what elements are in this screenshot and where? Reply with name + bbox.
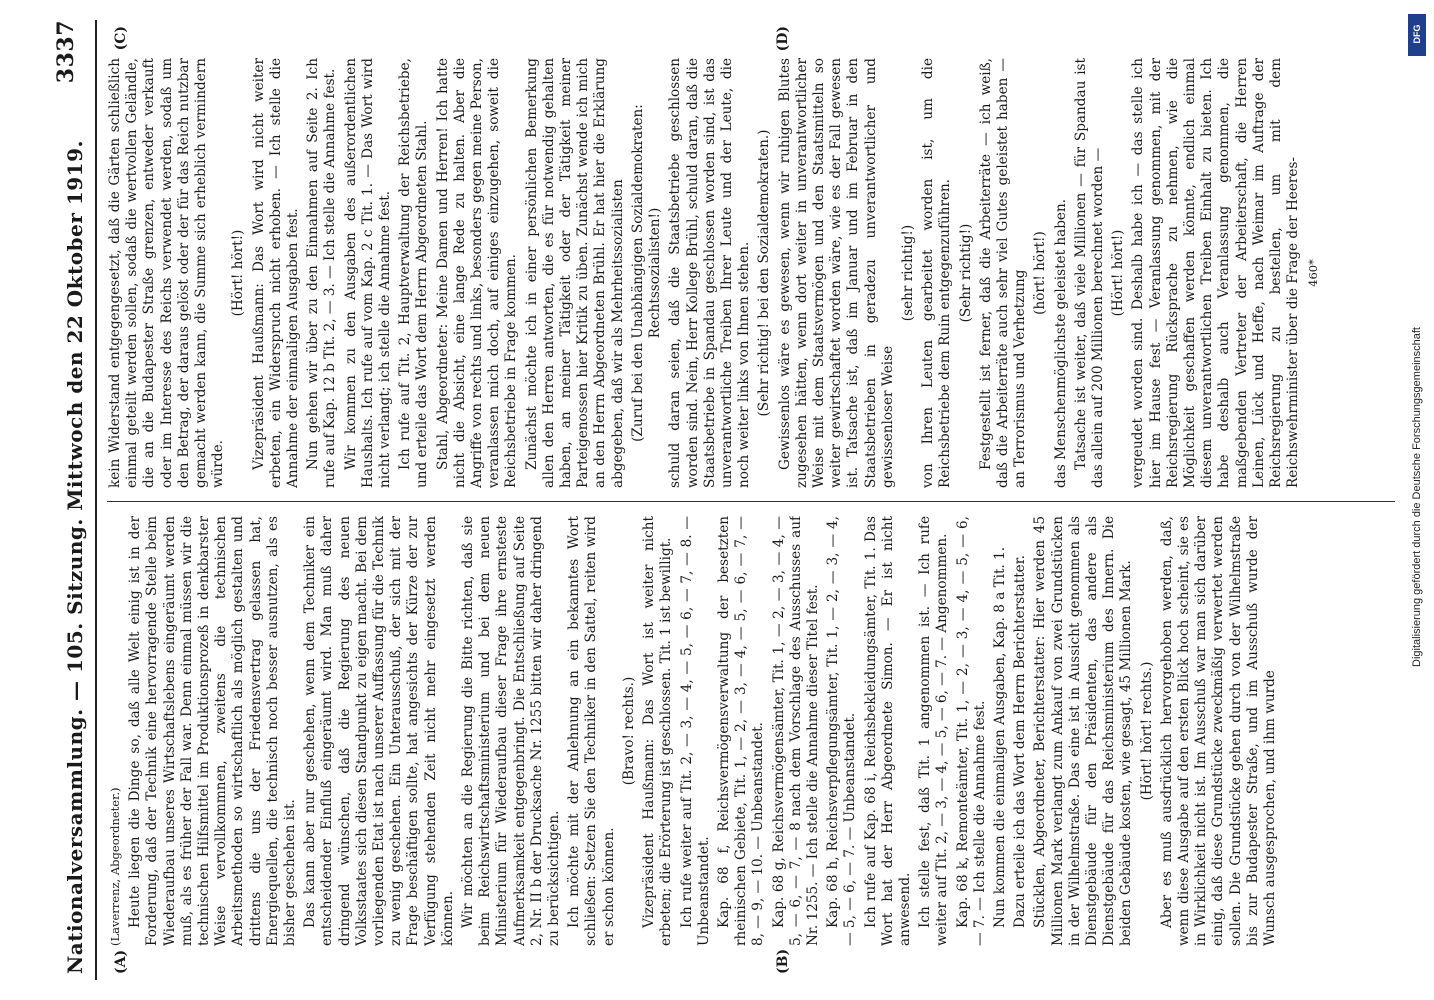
- paragraph: Kap. 68 k, Remonteämter, Tit. 1, — 2, — 3, — 4, — 5, — 6, — 7. — Ich stelle die Annahme fest.: [954, 516, 988, 946]
- paragraph: Aber es muß ausdrücklich hervorgehoben werden, daß, wenn diese Ausgabe auf den ersten Blick hoch scheint, sie es in Wirklichkeit nicht ist. Im Ausschuß war man sich darüber einig, daß diese Grundstücke zweckmäßig verwertet werden sollen. Die Grundstücke gehen durch von der Wilhelmstraße bis zur Budapester Straße, und im Ausschuß wurde der Wunsch ausgesprochen, und ihm wurde: [1158, 516, 1278, 946]
- paragraph: Stahl, Abgeordneter: Meine Damen und Herren! Ich hatte nicht die Absicht, eine lange Rede zu halten. Aber die Angriffe von rechts und links, besonders gegen meine Person, veranlassen mich doch, auf einiges einzugehen, soweit die Reichsbetriebe in Frage kommen.: [434, 58, 520, 488]
- speaker-continuation: (Laverrenz, Abgeordneter.): [108, 787, 122, 946]
- paragraph: von Ihren Leuten gearbeitet worden ist, um die Reichsbetriebe dem Ruin entgegenzuführen.: [920, 58, 954, 488]
- interjection: (Hört! hört! rechts.): [1138, 661, 1155, 801]
- paragraph: Ich rufe auf Tit. 2, Hauptverwaltung der Reichsbetriebe, und erteile das Wort dem Herrn Abgeordneten Stahl.: [397, 58, 431, 488]
- digitization-note: [1404, 10, 1430, 990]
- margin-marker-b: (B): [775, 948, 791, 974]
- paragraph: Das kann aber nur geschehen, wenn dem Techniker ein entscheidender Einfluß eingeräumt wird. Man muß daher dringend wünschen, daß die Regierung des neuen Volksstaates sich diesen Standpunkt zu eigen macht. Bei dem vorliegenden Etat ist nach unserer Auffassung für die Technik zu wenig geschehen. Ein Unterausschuß, der sich mit der Frage beschäftigen sollte, hat angesichts der Kürze der zur Verfügung stehenden Zeit nicht mehr eingesetzt werden können.: [302, 516, 456, 946]
- right-column: [107, 58, 1395, 488]
- paragraph: Festgestellt ist ferner, daß die Arbeiterräte — ich weiß, daß die Arbeiterräte auch sehr viel Gutes geleistet haben — an Terrorismus und Verhetzung: [977, 58, 1029, 488]
- signature-mark: 460*: [1306, 259, 1321, 287]
- interjection: (Sehr richtig! bei den Sozialdemokraten.): [756, 129, 773, 417]
- paragraph: vergeudet worden sind. Deshalb habe ich — das stelle ich hier im Hause fest — Veranlassung genommen, mit der Reichsregierung Rücksprache zu nehmen, wie die Möglichkeit geschaffen werden könnte, endlich einmal diesem unverantwortlichen Treiben Einhalt zu bieten. Ich habe deshalb auch Veranlassung genommen, die maßgebenden Vertreter der Arbeiterschaft, die Herren Leinen, Lück und Heffe, nach Weimar im Auftrage der Reichsregierung zu bestellen, um mit dem Reichswehrminister über die Frage der Heeres-: [1130, 58, 1302, 488]
- interjection: (sehr richtig!): [899, 224, 916, 322]
- left-column: [107, 516, 1395, 946]
- page-number: 3337: [53, 20, 79, 84]
- interjection: (Hört! hört!): [230, 229, 247, 317]
- paragraph: Zunächst möchte ich in einer persönlichen Bemerkung allen den Herren antworten, die es für notwendig gehalten haben, an meiner Tätigkeit oder der Tätigkeit meiner Parteigenossen hier Kritik zu üben. Zunächst wende ich mich an den Herrn Abgeordneten Brühl. Er hat hier die Erklärung abgegeben, daß wir als Mehrheitssozialisten: [523, 58, 626, 488]
- scanned-page-area: [50, 12, 1410, 988]
- paragraph: Ich rufe weiter auf Tit. 2, — 3, — 4, — 5, — 6, — 7, — 8. — Unbeanstandet.: [678, 516, 712, 946]
- paragraph: Wir möchten an die Regierung die Bitte richten, daß sie beim Reichswirtschaftsministerium und bei dem neuen Ministerium für Wiederaufbau dieser Frage ihre ernsteste Aufmerksamkeit entgegenbringt. Die Entschließung auf Seite 2, Nr. II b der Drucksache Nr. 1255 bitten wir daher dringend zu berücksichtigen.: [460, 516, 563, 946]
- paragraph: Kap. 68 g, Reichsvermögensämter, Tit. 1, — 2, — 3, — 4, — 5, — 6, — 7, — 8 nach dem Vorschlage des Ausschusses auf Nr. 1255. — Ich stelle die Annahme dieser Titel fest.: [770, 516, 821, 946]
- paragraph: Stücklen, Abgeordneter, Berichterstatter: Hier werden 45 Millionen Mark verlangt zum Ankauf von zwei Grundstücken in der Wilhelmstraße. Das eine ist in Aussicht genommen als Dienstgebäude für den Präsidenten, das andere als Dienstgebäude für das Reichsministerium des Innern. Die beiden Gebäude kosten, wie gesagt, 45 Millionen Mark.: [1032, 516, 1135, 946]
- digitization-credit: Digitalisierung gefördert durch die Deutsche Forschungsgemeinschaft: [1411, 327, 1423, 667]
- document-page: [55, 20, 1405, 980]
- paragraph: schuld daran seien, daß die Staatsbetriebe geschlossen worden sind. Nein, Herr Kollege Brühl, schuld daran, daß die Staatsbetriebe in Spandau geschlossen worden sind, ist das unverantwortliche Treiben Ihrer Leute und der Leute, die noch weiter links von Ihnen stehen.: [667, 58, 753, 488]
- interjection: (Hört! hört!): [1110, 229, 1127, 317]
- interjection: (Zuruf bei den Unabhängigen Sozialdemokraten: Rechtssozialisten!): [629, 104, 664, 442]
- column-divider: [107, 501, 1395, 502]
- interjection: (Bravo! rechts.): [620, 676, 637, 786]
- paragraph: Ich rufe auf Kap. 68 i, Reichsbekleidungsämter, Tit. 1. Das Wort hat der Herr Abgeordnete Simon. — Er ist nicht anwesend.: [862, 516, 913, 946]
- paragraph: Wir kommen zu den Ausgaben des außerordentlichen Haushalts. Ich rufe auf vom Kap. 2 c Tit. 1. — Das Wort wird nicht verlangt; ich stelle die Annahme fest.: [342, 58, 394, 488]
- margin-marker-a: (A): [113, 949, 129, 974]
- paragraph: Ich möchte mit der Anlehnung an ein bekanntes Wort schließen: Setzen Sie den Techniker in den Sattel, reiten wird er schon können.: [566, 516, 617, 946]
- paragraph: Ich stelle fest, daß Tit. 1 angenommen ist. — Ich rufe weiter auf Tit. 2, — 3, — 4, — 5, — 6, — 7. — Angenommen.: [917, 516, 951, 946]
- paragraph: Kap. 68 h, Reichsverpflegungsämter, Tit. 1, — 2, — 3, — 4, — 5, — 6, — 7. — Unbeanstandet.: [825, 516, 859, 946]
- page-header: [55, 20, 97, 980]
- paragraph: Kap. 68 f, Reichsvermögensverwaltung der besetzten rheinischen Gebiete, Tit. 1, — 2, — 3, — 4, — 5, — 6, — 7, — 8, — 9, — 10. — Unbeanstandet.: [715, 516, 767, 946]
- margin-marker-d: (D): [775, 26, 791, 52]
- paragraph: Vizepräsident Haußmann: Das Wort wird nicht weiter erbeten, ein Widerspruch nicht erhoben. — Ich stelle die Annahme der einmaligen Ausgaben fest.: [250, 58, 302, 488]
- dfg-logo-text: DFG: [1412, 24, 1422, 44]
- interjection: (hört! hört!): [1032, 231, 1049, 315]
- paragraph: kein Widerstand entgegengesetzt, daß die Gärten schließlich einmal geteilt werden sollen, sodaß die wertvollen Geländle, die an die Budapester Straße grenzen, entweder verkauft oder im Interesse des Reichs verwendet werden, sodaß um den Betrag, der daraus gelöst oder der für das Reich nutzbar gemacht werden kann, die Summe sich erheblich vermindern würde.: [107, 58, 227, 488]
- paragraph: Tatsache ist weiter, daß viele Millionen — für Spandau ist das allein auf 200 Millionen berechnet worden —: [1072, 58, 1106, 488]
- paragraph: Dazu erteile ich das Wort dem Herrn Berichterstatter.: [1012, 554, 1029, 928]
- margin-marker-c: (C): [113, 26, 129, 51]
- paragraph: Nun gehen wir über zu den Einnahmen auf Seite 2. Ich rufe auf Kap. 12 b Tit. 2, — 3. — Ich stelle die Annahme fest.: [305, 58, 339, 488]
- paragraph: das Menschenmöglichste geleistet haben.: [1052, 198, 1069, 488]
- paragraph: Nun kommen die einmaligen Ausgaben, Kap. 8 a Tit. 1.: [991, 546, 1008, 928]
- paragraph: Heute liegen die Dinge so, daß alle Welt einig ist in der Forderung, daß der Technik eine hervorragende Stelle beim Wiederaufbau unseres Wirtschaftslebens eingeräumt werden muß, als es früher der Fall war. Denn einmal müssen wir die technischen Hilfsmittel im Produktionsprozeß in denkbarster Weise vervollkommnen, zweitens die technischen Arbeitsmethoden so wirtschaftlich als möglich gestalten und drittens die uns der Friedensvertrag gelassen hat, Energiequellen, die technisch noch besser ausnutzen, als es bisher geschehen ist.: [127, 516, 299, 946]
- header-title: Nationalversammlung. — 105. Sitzung. Mittwoch den 22 Oktober 1919.: [63, 140, 87, 974]
- paragraph: Vizepräsident Haußmann: Das Wort ist weiter nicht erbeten; die Erörterung ist geschlossen. Tit. 1 ist bewilligt.: [641, 516, 675, 946]
- paragraph: Gewissenlos wäre es gewesen, wenn wir ruhigen Blutes zugesehen hätten, wenn dort weiter in unverantwortlicher Weise mit dem Staatsvermögen und den Staatsmitteln so weiter gewirtschaftet worden wäre, wie es der Fall gewesen ist. Tatsache ist, daß im Januar und im Februar in den Staatsbetrieben in geradezu unverantwortlicher und gewissenloser Weise: [776, 58, 896, 488]
- interjection: (Sehr richtig!): [957, 223, 974, 323]
